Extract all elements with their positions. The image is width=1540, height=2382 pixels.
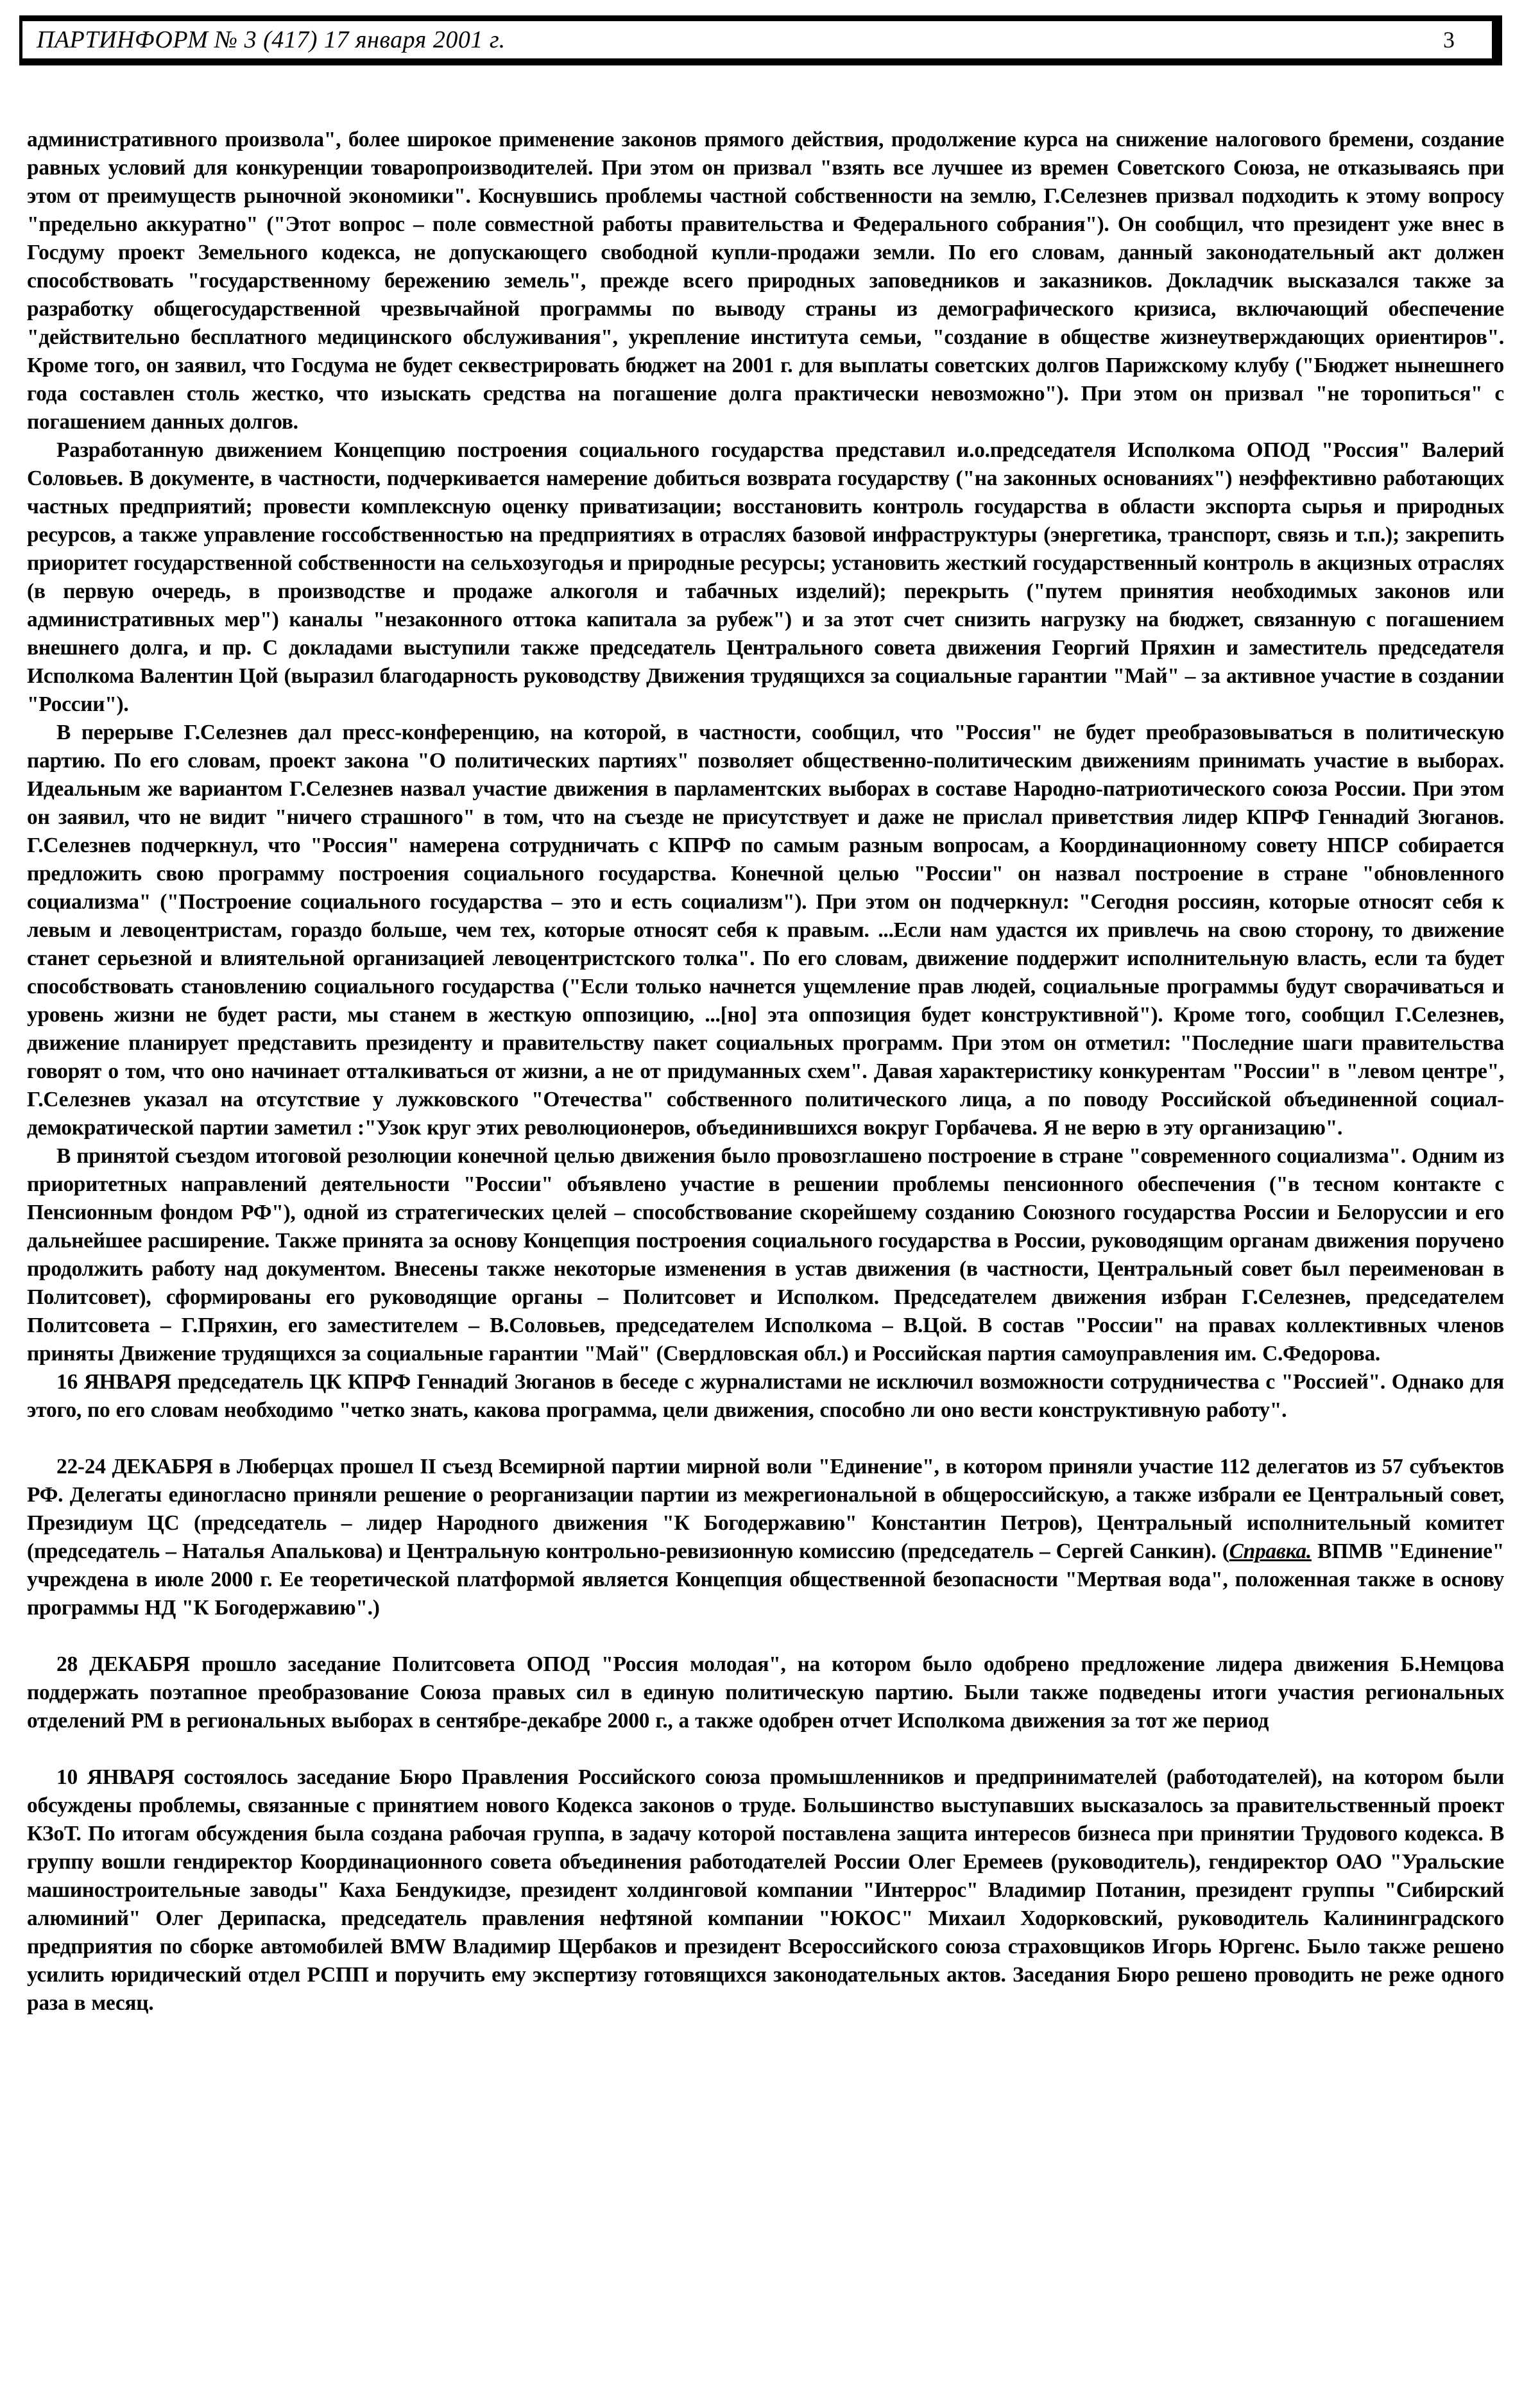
- paragraph-text: ВПМВ "Единение" учреждена в июле 2000 г. Ее теоретической платформой является Концепция общественной безопасности "Мертвая вода", положенная также в основу программы НД "К Богодержавию".): [27, 1539, 1504, 1620]
- paragraph-16-january: [27, 1368, 1504, 1425]
- newsletter-title: ПАРТИНФОРМ № 3 (417) 17 января 2001 г.: [37, 26, 506, 53]
- spravka-label: Справка.: [1229, 1539, 1312, 1563]
- paragraph-10-january: [27, 1763, 1504, 2018]
- date-label: 10 ЯНВАРЯ: [56, 1765, 175, 1789]
- paragraph-text: в Люберцах прошел II съезд Всемирной партии мирной воли "Единение", в котором приняли участие 112 делегатов из 57 субъектов РФ. Делегаты единогласно приняли решение о реорганизации партии из межрегиональной в общероссийскую, а также избрали ее Центральный совет, Президиум ЦС (председатель – лидер Народного движения "К Богодержавию" Константин Петров), Центральный исполнительный комитет (председатель – Наталья Апалькова) и Центральную контрольно-ревизионную комиссию (председатель – Сергей Санкин). (: [27, 1455, 1504, 1563]
- page-number: 3: [1443, 27, 1455, 53]
- paragraph-continuation: административного произвола", более широкое применение законов прямого действия, продолжение курса на снижение налогового бремени, создание равных условий для конкуренции товаропроизводителей. При этом он призвал "взять все лучшее из времен Советского Союза, не отказываясь при этом от преимуществ рыночной экономики". Коснувшись проблемы частной собственности на землю, Г.Селезнев призвал подходить к этому вопросу "предельно аккуратно" ("Этот вопрос – поле совместной работы правительства и Федерального собрания"). Он сообщил, что президент уже внес в Госдуму проект Земельного кодекса, не допускающего свободной купли-продажи земли. По его словам, данный законодательный акт должен способствовать "государственному бережению земель", прежде всего природных заповедников и заказников. Докладчик высказался также за разработку общегосударственной чрезвычайной программы по выводу страны из демографического кризиса, включающий обеспечение "действительно бесплатного медицинского обслуживания", укрепление института семьи, "создание в обществе жизнеутверждающих ориентиров". Кроме того, он заявил, что Госдума не будет секвестрировать бюджет на 2001 г. для выплаты советских долгов Парижскому клубу ("Бюджет нынешнего года составлен столь жестко, что изыскать средства на погашение долга практически невозможно"). При этом он призвал "не торопиться" с погашением данных долгов.: [27, 128, 1504, 434]
- paragraph-press-conference: В перерыве Г.Селезнев дал пресс-конференцию, на которой, в частности, сообщил, что "Россия" не будет преобразовываться в политическую партию. По его словам, проект закона "О политических партиях" позволяет общественно-политическим движениям принимать участие в выборах. Идеальным же вариантом Г.Селезнев назвал участие движения в парламентских выборах в составе Народно-патриотического союза России. При этом он заявил, что не видит "ничего страшного" в том, что на съезде не присутствует и даже не прислал приветствия лидер КПРФ Геннадий Зюганов. Г.Селезнев подчеркнул, что "Россия" намерена сотрудничать с КПРФ по самым разным вопросам, а Координационному совету НПСР собирается предложить свою программу построения социального государства. Конечной целью "России" он назвал построение в стране "обновленного социализма" ("Построение социального государства – это и есть социализм"). При этом он подчеркнул: "Сегодня россиян, которые относят себя к левым и левоцентристам, гораздо больше, чем тех, которые относят себя к правым. ...Если нам удастся их привлечь на свою сторону, то движение станет серьезной и влиятельной организацией левоцентристского толка". По его словам, движение поддержит исполнительную власть, если та будет способствовать становлению социального государства ("Если только начнется ущемление прав людей, социальные программы будут сворачиваться и уровень жизни не будет расти, мы станем в жесткую оппозицию, ...[но] эта оппозиция будет конструктивной"). Кроме того, сообщил Г.Селезнев, движение планирует представить президенту и правительству пакет социальных программ. При этом он отметил: "Последние шаги правительства говорят о том, что оно начинает отталкиваться от жизни, а не от придуманных схем". Давая характеристику конкурентам "России" в "левом центре", Г.Селезнев указал на отсутствие у лужковского "Отечества" собственного политического лица, а по поводу Российской объединенной социал-демократической партии заметил :"Узок круг этих революционеров, объединившихся вокруг Горбачева. Я не верю в эту организацию".: [27, 721, 1504, 1140]
- paragraph-text: состоялось заседание Бюро Правления Российского союза промышленников и предпринимателей (работодателей), на котором были обсуждены проблемы, связанные с принятием нового Кодекса законов о труде. Большинство выступавших высказалось за правительственный проект КЗоТ. По итогам обсуждения была создана рабочая группа, в задачу которой поставлена защита интересов бизнеса при принятии Трудового кодекса. В группу вошли гендиректор Координационного совета объединения работодателей России Олег Еремеев (руководитель), гендиректор ОАО "Уральские машиностроительные заводы" Каха Бендукидзе, президент холдинговой компании "Интеррос" Владимир Потанин, президент группы "Сибирский алюминий" Олег Дерипаска, председатель правления нефтяной компании "ЮКОС" Михаил Ходорковский, руководитель Калининградского предприятия по сборке автомобилей BMW Владимир Щербаков и президент Всероссийского союза страховщиков Игорь Юргенс. Было также решено усилить юридический отдел РСПП и поручить ему экспертизу готовящихся законодательных актов. Заседания Бюро решено проводить не реже одного раза в месяц.: [27, 1765, 1504, 2015]
- paragraph-concept: Разработанную движением Концепцию построения социального государства представил и.о.председателя Исполкома ОПОД "Россия" Валерий Соловьев. В документе, в частности, подчеркивается намерение добиться возврата государству ("на законных основаниях") неэффективно работающих частных предприятий; провести комплексную оценку приватизации; восстановить контроль государства в области экспорта сырья и природных ресурсов, а также управление госсобственностью на предприятиях в отраслях базовой инфраструктуры (энергетика, транспорт, связь и т.п.); закрепить приоритет государственной собственности на сельхозугодья и природные ресурсы; установить жесткий государственный контроль в акцизных отраслях (в первую очередь, в производстве и продаже алкоголя и табачных изделий); перекрыть ("путем принятия необходимых законов или административных мер") каналы "незаконного оттока капитала за рубеж") и за этот счет снизить нагрузку на бюджет, связанную с погашением внешнего долга, и пр. С докладами выступили также председатель Центрального совета движения Георгий Пряхин и заместитель председателя Исполкома Валентин Цой (выразил благодарность руководству Движения трудящихся за социальные гарантии "Май" – за активное участие в создании "России").: [27, 438, 1504, 716]
- header-box: [19, 15, 1502, 65]
- paragraph-text: председатель ЦК КПРФ Геннадий Зюганов в беседе с журналистами не исключил возможности сотрудничества с "Россией". Однако для этого, по его словам необходимо "четко знать, какова программа, цели движения, способно ли оно вести конструктивную работу".: [27, 1370, 1505, 1422]
- document-body: [27, 126, 1504, 2018]
- paragraph-22-24-december: [27, 1453, 1504, 1622]
- paragraph-text: прошло заседание Политсовета ОПОД "Россия молодая", на котором было одобрено предложение лидера движения Б.Немцова поддержать поэтапное преобразование Союза правых сил в единую политическую партию. Были также подведены итоги участия региональных отделений РМ в региональных выборах в сентябре-декабре 2000 г., а также одобрен отчет Исполкома движения за тот же период: [27, 1652, 1504, 1733]
- date-label: 28 ДЕКАБРЯ: [56, 1652, 190, 1676]
- paragraph-28-december: [27, 1650, 1504, 1735]
- date-label: 16 ЯНВАРЯ: [56, 1370, 171, 1394]
- paragraph-resolution: В принятой съездом итоговой резолюции конечной целью движения было провозглашено построение в стране "современного социализма". Одним из приоритетных направлений деятельности "России" объявлено участие в решении проблемы пенсионного обеспечения ("в тесном контакте с Пенсионным фондом РФ"), одной из стратегических целей – способствование скорейшему созданию Союзного государства России и Белоруссии и его дальнейшее расширение. Также принята за основу Концепция построения социального государства в России, руководящим органам движения поручено продолжить работу над документом. Внесены также некоторые изменения в устав движения (в частности, Центральный совет был переименован в Политсовет), сформированы его руководящие органы – Политсовет и Исполком. Председателем движения избран Г.Селезнев, председателем Политсовета – Г.Пряхин, его заместителем – В.Соловьев, председателем Исполкома – В.Цой. В состав "России" на правах коллективных членов приняты Движение трудящихся за социальные гарантии "Май" (Свердловская обл.) и Российская партия самоуправления им. С.Федорова.: [27, 1144, 1504, 1366]
- date-label: 22-24 ДЕКАБРЯ: [56, 1455, 213, 1478]
